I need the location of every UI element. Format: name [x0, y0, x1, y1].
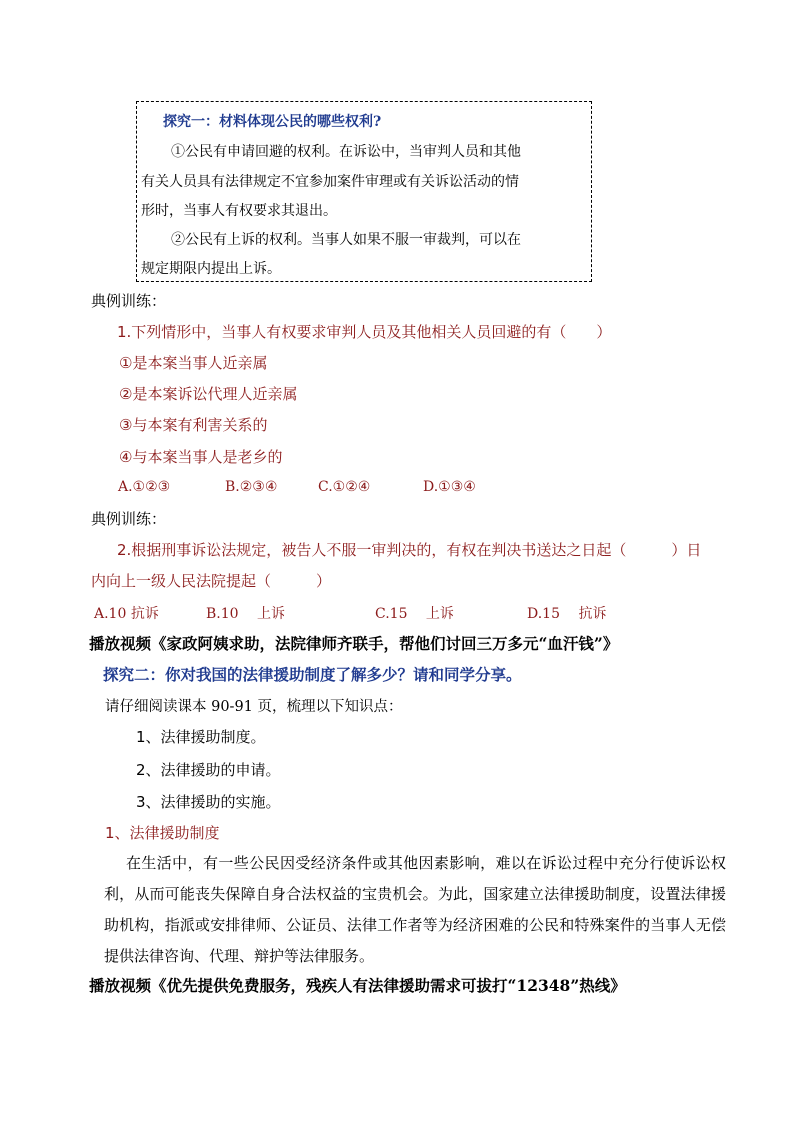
question-2-line-1: 2.根据刑事诉讼法规定，被告人不服一审判决的，有权在判决书送达之日起（ ）日: [117, 541, 702, 559]
reading-intro: 请仔细阅读课本 90-91 页，梳理以下知识点：: [105, 699, 403, 715]
question-1-option-a: A.①②③: [118, 479, 171, 495]
question-1-item-3: ③与本案有利害关系的: [119, 416, 268, 434]
box-title: 探究一：材料体现公民的哪些权利?: [163, 114, 382, 130]
question-1-item-4: ④与本案当事人是老乡的: [119, 448, 283, 466]
reading-point-1: 1、法律援助制度。: [136, 728, 266, 746]
question-2-option-c: C.15 上诉: [375, 606, 454, 622]
question-1-item-1: ①是本案当事人近亲属: [119, 354, 268, 372]
question-1-item-2: ②是本案诉讼代理人近亲属: [119, 385, 298, 403]
question-2-option-b: B.10 上诉: [206, 606, 286, 622]
question-1-option-b: B.②③④: [225, 479, 278, 495]
reading-point-2: 2、法律援助的申请。: [136, 761, 281, 779]
box-line-5: 规定期限内提出上诉。: [141, 261, 281, 277]
example-heading-2: 典例训练：: [91, 510, 167, 528]
box-line-3: 形时，当事人有权要求其退出。: [141, 203, 337, 219]
section-1-heading: 1、法律援助制度: [105, 824, 220, 842]
question-1: 1.下列情形中，当事人有权要求审判人员及其他相关人员回避的有（ ）: [117, 323, 612, 341]
box-line-1: ①公民有申请回避的权利。在诉讼中，当审判人员和其他: [171, 144, 521, 160]
section-1-paragraph: 在生活中，有一些公民因受经济条件或其他因素影响，难以在诉讼过程中充分行使诉讼权利，从而可能丧失保障自身合法权益的宝贵机会。为此，国家建立法律援助制度，设置法律援助机构，指派或安排律师、公证员、法律工作者等为经济困难的公民和特殊案件的当事人无偿提供法律咨询、代理、辩护等法律服务。: [104, 854, 726, 965]
question-1-option-c: C.①②④: [318, 479, 371, 495]
box-line-4: ②公民有上诉的权利。当事人如果不服一审裁判，可以在: [171, 232, 521, 248]
question-2-option-d: D.15 抗诉: [527, 606, 607, 622]
box-line-2: 有关人员具有法律规定不宜参加案件审理或有关诉讼活动的情: [141, 174, 519, 190]
example-heading-1: 典例训练：: [91, 292, 167, 310]
question-2-option-a: A.10 抗诉: [94, 606, 159, 622]
video-line-1: 播放视频《家政阿姨求助，法院律师齐联手，帮他们讨回三万多元“血汗钱”》: [89, 634, 619, 653]
question-1-option-d: D.①③④: [423, 479, 476, 495]
video-line-2: 播放视频《优先提供免费服务，残疾人有法律援助需求可拔打“12348”热线》: [89, 976, 626, 995]
exploration-2-title: 探究二：你对我国的法律援助制度了解多少？请和同学分享。: [103, 665, 522, 684]
question-2-line-2: 内向上一级人民法院提起（ ）: [91, 572, 332, 590]
reading-point-3: 3、法律援助的实施。: [136, 793, 281, 811]
